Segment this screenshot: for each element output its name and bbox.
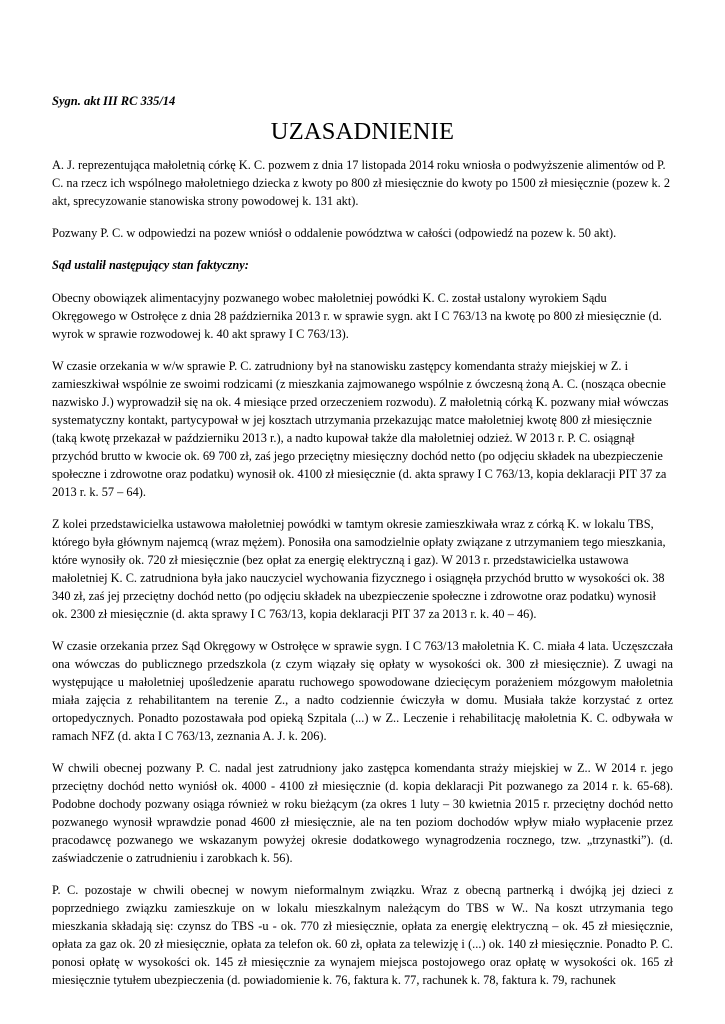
paragraph-defendant-situation: W czasie orzekania w w/w sprawie P. C. zatrudniony był na stanowisku zastępcy komendanta straży miejskiej w Z. i zamieszkiwał wspólnie ze swoimi rodzicami (z mieszkania zajmowanego wspólnie z ówczesną żoną A. C. (nosząca obecnie nazwisko J.) wyprowadził się na ok. 4 miesiące przed orzeczeniem rozwodu). Z małoletnią córką K. pozwany miał wówczas systematyczny kontakt, partycypował w jej kosztach utrzymania przekazując matce małoletniej kwotę 800 zł miesięcznie (taką kwotę przekazał w październiku 2013 r.), a nadto kupował także dla małoletniej odzież. W 2013 r. P. C. osiągnął przychód brutto w kwocie ok. 69 700 zł, zaś jego przeciętny miesięczny dochód netto (po odjęciu składek na ubezpieczenie społeczne i zdrowotne oraz podatku) wynosił ok. 4100 zł miesięcznie (d. akta sprawy I C 763/13, kopia deklaracji PIT 37 za 2013 r. k. 57 – 64). — [52, 359, 669, 499]
paragraph-child-situation: W czasie orzekania przez Sąd Okręgowy w Ostrołęce w sprawie sygn. I C 763/13 małoletnia K. C. miała 4 lata. Uczęszczała ona wówczas do publicznego przedszkola (z czym wiązały się opłaty w wysokości ok. 300 zł miesięcznie). Z uwagi na występujące u małoletniej upośledzenie aparatu ruchowego spowodowane dziecięcym porażeniem mózgowym małoletnia miała zajęcia z rehabilitantem na terenie Z., a nadto codziennie ćwiczyła w domu. Musiała także korzystać z ortez ortopedycznych. Ponadto pozostawała pod opieką Szpitala (...) w Z.. Leczenie i rehabilitację małoletnia K. C. odbywała w ramach NFZ (d. akta I C 763/13, zeznania A. J. k. 206). — [52, 639, 673, 743]
paragraph-mother-situation: Z kolei przedstawicielka ustawowa małoletniej powódki w tamtym okresie zamieszkiwała wraz z córką K. w lokalu TBS, którego była głównym najemcą (wraz mężem). Ponosiła ona samodzielnie opłaty związane z utrzymaniem tego mieszkania, które wynosiły ok. 720 zł miesięcznie (bez opłat za energię elektryczną i gaz). W 2013 r. przedstawicielka ustawowa małoletniej K. C. zatrudniona była jako nauczyciel wychowania fizycznego i osiągnęła przychód brutto w wysokości ok. 38 340 zł, zaś jej przeciętny dochód netto (po odjęciu składek na ubezpieczenie społeczne i zdrowotne oraz podatku) wynosił ok. 2300 zł miesięcznie (d. akta sprawy I C 763/13, kopia deklaracji PIT 37 za 2013 r. k. 40 – 46). — [52, 517, 666, 621]
section-heading-facts: Sąd ustalił następujący stan faktyczny: — [52, 258, 249, 272]
paragraph-claim: A. J. reprezentująca małoletnią córkę K. C. pozwem z dnia 17 listopada 2014 roku wniosła o podwyższenie alimentów od P. C. na rzecz ich wspólnego małoletniego dziecka z kwoty po 800 zł miesięcznie do kwoty po 1500 zł miesięcznie (pozew k. 2 akt, sprecyzowanie stanowiska strony powodowej k. 131 akt). — [52, 158, 671, 208]
paragraph-defendant-household: P. C. pozostaje w chwili obecnej w nowym nieformalnym związku. Wraz z obecną partnerką i dwójką jej dzieci z poprzedniego związku zamieszkuje on w lokalu mieszkalnym należącym do TBS w W.. Na koszt utrzymania tego mieszkania składają się: czynsz do TBS -u - ok. 770 zł miesięcznie, opłata za energię elektryczną – ok. 45 zł miesięcznie, opłata za gaz ok. 20 zł miesięcznie, opłata za telefon ok. 60 zł, opłata za telewizję i (...) ok. 140 zł miesięcznie. Ponadto P. C. ponosi opłatę w wysokości ok. 145 zł miesięcznie za wynajem miejsca postojowego oraz opłatę w wysokości ok. 165 zł miesięcznie tytułem ubezpieczenia (d. powiadomienie k. 76, faktura k. 77, rachunek k. 78, faktura k. 79, rachunek — [52, 883, 673, 987]
paragraph-current-obligation: Obecny obowiązek alimentacyjny pozwanego wobec małoletniej powódki K. C. został ustalony wyrokiem Sądu Okręgowego w Ostrołęce z dnia 28 października 2013 r. w sprawie sygn. akt I C 763/13 na kwotę po 800 zł miesięcznie (d. wyrok w sprawie rozwodowej k. 40 akt sprawy I C 763/13). — [52, 291, 662, 341]
paragraph-response: Pozwany P. C. w odpowiedzi na pozew wniósł o oddalenie powództwa w całości (odpowiedź na pozew k. 50 akt). — [52, 226, 617, 240]
paragraph-defendant-current: W chwili obecnej pozwany P. C. nadal jest zatrudniony jako zastępca komendanta straży miejskiej w Z.. W 2014 r. jego przeciętny dochód netto wyniósł ok. 4000 - 4100 zł miesięcznie (d. kopia deklaracji Pit pozwanego za 2014 r. k. 65-68). Podobne dochody pozwany osiąga również w roku bieżącym (za okres 1 luty – 30 kwietnia 2015 r. przeciętny dochód netto pozwanego wynosił wprawdzie ponad 4600 zł miesięcznie, ale na ten poziom dochodów wpływ miało wypłacenie przez pracodawcę pozwanego we wskazanym powyżej okresie dodatkowego wynagrodzenia rocznego, tzw. „trzynastki”). (d. zaświadczenie o zatrudnieniu i zarobkach k. 56). — [52, 761, 673, 865]
document-title: UZASADNIENIE — [270, 118, 455, 145]
case-signature: Sygn. akt III RC 335/14 — [52, 94, 176, 108]
